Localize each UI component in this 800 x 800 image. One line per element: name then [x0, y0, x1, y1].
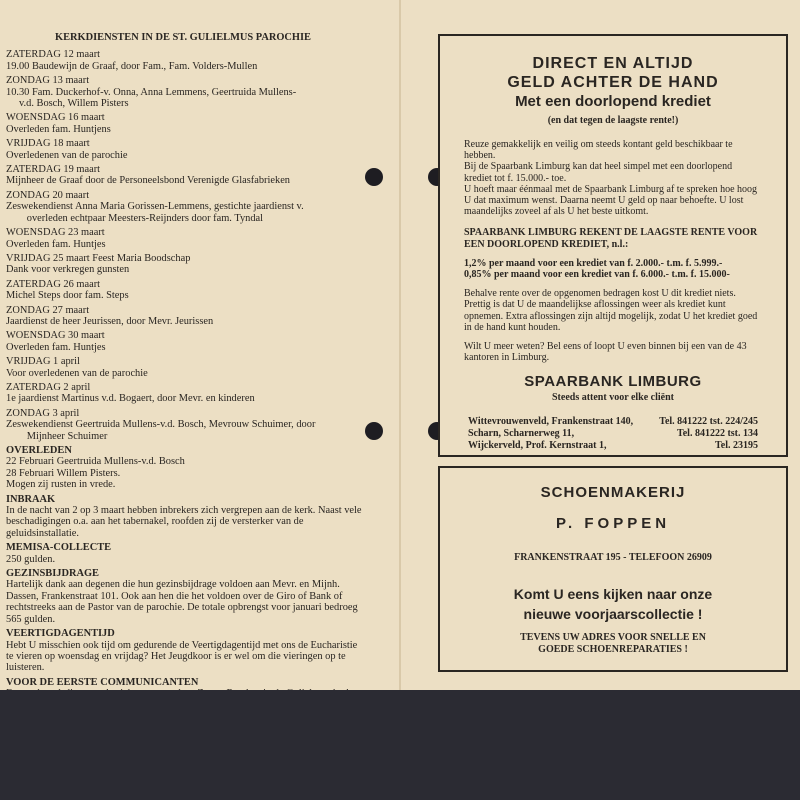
service-entry [6, 408, 366, 442]
notices-list [6, 445, 366, 722]
services-list [6, 49, 366, 442]
service-text: Overleden fam. Huntjens [6, 123, 111, 135]
service-date: ZONDAG 20 maart [6, 189, 90, 201]
bank-rate-title: SPAARBANK LIMBURG REKENT DE LAAGSTE RENTE VOOR EEN DOORLOPEND KREDIET, n.l.: [464, 227, 758, 250]
bank-rate-1: 1,2% per maand voor een krediet van f. 2.000.- t.m. f. 5.999.- [464, 257, 723, 269]
branch-row [468, 416, 758, 428]
shoemaker-footer-2: GOEDE SCHOENREPARATIES ! [538, 644, 688, 655]
service-entry [6, 49, 366, 72]
notice-section [6, 542, 366, 565]
bank-contact-text: Wilt U meer weten? Bel eens of loopt U even binnen bij een van de 43 kantoren in Limburg. [464, 341, 747, 364]
service-date: ZATERDAG 19 maart [6, 164, 101, 176]
service-date: ZONDAG 13 maart [6, 75, 90, 87]
shoemaker-title: SCHOENMAKERIJ [540, 484, 686, 501]
shoemaker-address: FRANKENSTRAAT 195 - TELEFOON 26909 [514, 552, 712, 563]
punch-hole [365, 168, 383, 186]
shoemaker-slogan-1: Komt U eens kijken naar onze [513, 586, 713, 602]
service-entry [6, 75, 366, 109]
branch-phone: Tel. 23195 [715, 440, 758, 452]
service-text: 10.30 Fam. Duckerhof-v. Onna, Anna Lemmens, Geertruida Mullens- v.d. Bosch, Willem Pisters [6, 86, 297, 110]
branch-place: Scharn, Scharnerweg 11, [468, 428, 575, 440]
service-entry [6, 164, 366, 187]
service-date: WOENSDAG 16 maart [6, 112, 105, 124]
service-date: ZONDAG 27 maart [6, 304, 90, 316]
service-text: Zeswekendienst Anna Maria Gorissen-Lemmens, gestichte jaardienst v. overleden echtpaar Meesters-Reijnders door fam. Tyndal [6, 201, 304, 224]
service-date: WOENSDAG 30 maart [6, 330, 105, 342]
service-date: ZATERDAG 12 maart [6, 49, 101, 61]
service-date: ZONDAG 3 april [6, 407, 80, 419]
service-entry [6, 330, 366, 353]
service-entry [6, 305, 366, 328]
service-entry [6, 112, 366, 135]
shoemaker-advertisement [438, 466, 788, 672]
service-text: 19.00 Baudewijn de Graaf, door Fam., Fam. Volders-Mullen [6, 60, 258, 72]
notice-section [6, 494, 366, 540]
service-date: VRIJDAG 1 april [6, 356, 80, 368]
notice-body: Hartelijk dank aan degenen die hun gezinsbijdrage voldoen aan Mevr. en Mijnh. Dassen, Frankenstraat 101. Ook aan hen die het voldoen over de Giro of Bank of rechtstreeks aan de Pastor van de parochie. De totale opbrengst voor januari bedroeg 565 gulden. [6, 579, 358, 625]
service-text: Voor overledenen van de parochie [6, 367, 148, 379]
notice-body: 22 Februari Geertruida Mullens-v.d. Bosch 28 Februari Willem Pisters. Mogen zij rusten in vrede. [6, 456, 185, 491]
services-heading: KERKDIENSTEN IN DE ST. GULIELMUS PAROCHIE [55, 32, 311, 43]
service-entry [6, 279, 366, 302]
shoemaker-slogan-2: nieuwe voorjaarscollectie ! [523, 606, 703, 622]
notice-section [6, 628, 366, 674]
service-text: Dank voor verkregen gunsten [6, 264, 130, 276]
notice-title: VOOR DE EERSTE COMMUNICANTEN [6, 676, 199, 688]
service-date: ZATERDAG 26 maart [6, 278, 101, 290]
bank-tagline: Steeds attent voor elke cliënt [551, 392, 674, 404]
service-date: VRIJDAG 25 maart Feest Maria Boodschap [6, 252, 191, 264]
bank-branches [440, 416, 786, 452]
church-services-column [6, 32, 366, 725]
background-surface [0, 690, 800, 800]
notice-section [6, 445, 366, 491]
notice-body: In de nacht van 2 op 3 maart hebben inbrekers zich vergrepen aan de kerk. Naast vele beschadigingen o.a. aan het tabernakel, roofden zij de versterker van de geluidsinstallatie. [6, 505, 362, 539]
service-text: Michel Steps door fam. Steps [6, 290, 129, 302]
service-date: ZATERDAG 2 april [6, 381, 91, 393]
branch-phone: Tel. 841222 tst. 224/245 [659, 416, 758, 428]
service-entry [6, 382, 366, 405]
branch-row [468, 440, 758, 452]
branch-phone: Tel. 841222 tst. 134 [676, 428, 758, 440]
service-entry [6, 356, 366, 379]
punch-hole [365, 422, 383, 440]
service-entry [6, 227, 366, 250]
bank-headline-3: Met een doorlopend krediet [515, 93, 711, 110]
service-entry [6, 253, 366, 276]
service-entry [6, 190, 366, 224]
branch-place: Wittevrouwenveld, Frankenstraat 140, [468, 416, 634, 428]
notice-title: OVERLEDEN [6, 445, 72, 456]
service-date: WOENSDAG 23 maart [6, 227, 105, 239]
branch-row [468, 428, 758, 440]
branch-place: Wijckerveld, Prof. Kernstraat 1, [468, 440, 607, 452]
shoemaker-footer-1: TEVENS UW ADRES VOOR SNELLE EN [520, 632, 706, 643]
bank-conditions-text: Behalve rente over de opgenomen bedragen kost U dit krediet niets. Prettig is dat U de maandelijkse aflossingen weer als krediet kunt opnemen. Extra aflossingen zijn altijd mogelijk, zodat U het krediet goed in de hand kunt houden. [464, 288, 758, 333]
service-text: Jaardienst de heer Jeurissen, door Mevr. Jeurissen [6, 315, 214, 327]
service-text: 1e jaardienst Martinus v.d. Bogaert, door Mevr. en kinderen [6, 393, 255, 405]
bank-headline-1: DIRECT EN ALTIJD [532, 55, 694, 72]
notice-title: GEZINSBIJDRAGE [6, 568, 99, 580]
service-date: VRIJDAG 18 maart [6, 138, 90, 150]
service-text: Mijnheer de Graaf door de Personeelsbond Verenigde Glasfabrieken [6, 175, 291, 187]
bank-rate-2: 0,85% per maand voor een krediet van f. 6.000.- t.m. f. 15.000- [464, 269, 730, 281]
notice-body: Hebt U misschien ook tijd om gedurende de Veertigdagentijd met ons de Eucharistie te vieren op woensdag en vrijdag? Het Jeugdkoor is er wel om die vieringen op te luisteren. [6, 639, 358, 674]
bank-intro-text: Reuze gemakkelijk en veilig om steeds kontant geld beschikbaar te hebben. Bij de Spaarbank Limburg kan dat heel simpel met een doorlopend krediet tot f. 15.000.- toe. U hoeft maar éénmaal met de Spaarbank Limburg af te spreken hoe hoog U dat maximum wenst. Daarna neemt U geld op naar behoefte. U lost maandelijks zoveel af als U het beste uitkomt. [464, 139, 758, 218]
notice-title: MEMISA-COLLECTE [6, 542, 112, 554]
service-text: Overleden fam. Huntjes [6, 341, 106, 353]
bank-name: SPAARBANK LIMBURG [524, 373, 702, 391]
service-text: Overleden fam. Huntjes [6, 238, 106, 250]
notice-title: INBRAAK [6, 493, 56, 505]
bank-subline: (en dat tegen de laagste rente!) [547, 115, 679, 126]
notice-section [6, 568, 366, 625]
service-text: Overledenen van de parochie [6, 149, 128, 161]
service-entry [6, 138, 366, 161]
shoemaker-name: P. FOPPEN [555, 515, 671, 532]
service-text: Zeswekendienst Geertruida Mullens-v.d. Bosch, Mevrouw Schuimer, door Mijnheer Schuimer [6, 419, 316, 442]
notice-title: VEERTIGDAGENTIJD [6, 628, 115, 640]
bank-advertisement [438, 34, 788, 457]
page-fold [399, 0, 401, 690]
bank-headline-2: GELD ACHTER DE HAND [507, 74, 719, 91]
notice-body: 250 gulden. [6, 553, 56, 565]
